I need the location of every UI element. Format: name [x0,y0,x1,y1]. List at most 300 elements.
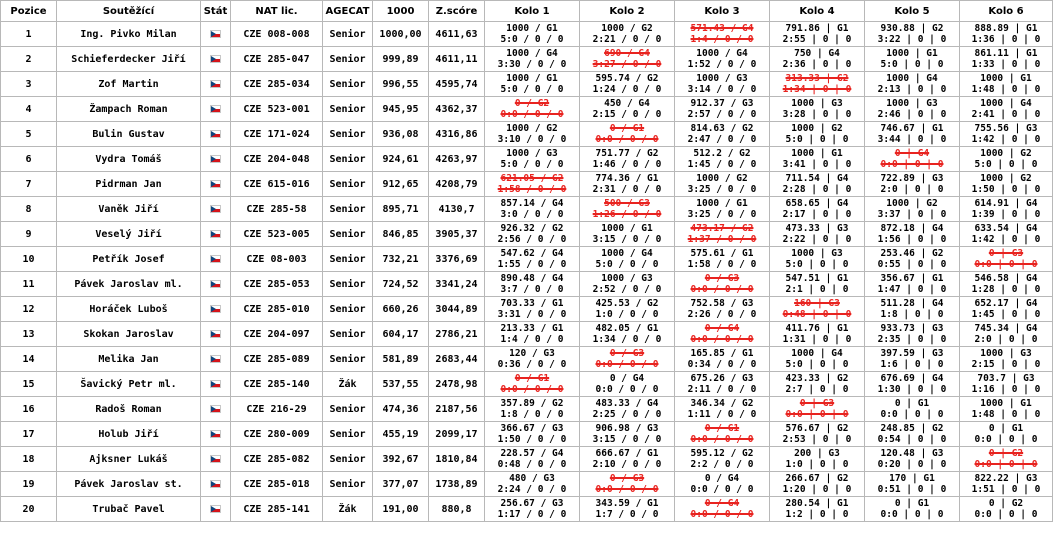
score-1000: 604,17 [373,322,429,347]
round-time-line: 3:28 | 0 | 0 [782,109,852,120]
round-score-line: 313.33 | G2 [785,73,849,84]
nat-licence: CZE 285-089 [231,347,323,372]
round-result [485,472,580,497]
score-1000: 732,21 [373,247,429,272]
agecat-cell: Senior [323,472,373,497]
table-row[interactable] [1,347,1053,372]
round-result [865,247,960,272]
round-score-line: 253.46 | G2 [880,248,944,259]
round-result [485,122,580,147]
table-row[interactable] [1,272,1053,297]
round-score-line: 755.56 | G3 [974,123,1038,134]
competitor-name: Pávek Jaroslav ml. [57,272,201,297]
round-time-line: 5:0 | 0 | 0 [880,59,944,70]
round-result [580,22,675,47]
round-score-line: 621.05 / G2 [500,173,564,184]
nat-licence: CZE 285-034 [231,72,323,97]
round-score-line: 1000 / G2 [601,23,653,34]
round-time-line: 1:8 / 0 / 0 [500,409,564,420]
col-header-kolo-1[interactable]: Kolo 1 [485,1,580,22]
czech-flag-icon [210,505,221,513]
round-time-line: 3:22 | 0 | 0 [877,34,947,45]
round-time-line: 1:34 | 0 | 0 [782,84,852,95]
z-score: 2478,98 [429,372,485,397]
round-score-line: 1000 / G4 [506,48,558,59]
round-result [865,472,960,497]
round-result [485,422,580,447]
round-score-line: 228.57 / G4 [500,448,564,459]
round-result [770,297,865,322]
round-result [485,347,580,372]
table-row[interactable] [1,172,1053,197]
round-result [770,397,865,422]
competitor-name: Melika Jan [57,347,201,372]
country-cell [201,422,231,447]
round-result [675,297,770,322]
round-score-line: 547.62 / G4 [500,248,564,259]
round-time-line: 1:4 / 0 / 0 [500,334,564,345]
round-score-line: 575.61 / G1 [690,248,754,259]
round-time-line: 5:0 | 0 | 0 [785,134,849,145]
round-score-line: 658.65 | G4 [785,198,849,209]
round-score-line: 511.28 | G4 [880,298,944,309]
position-cell: 3 [1,72,57,97]
round-time-line: 5:0 / 0 / 0 [500,84,564,95]
round-score-line: 1000 / G2 [506,123,558,134]
round-result [580,222,675,247]
competitor-name: Pávek Jaroslav st. [57,472,201,497]
round-result [675,197,770,222]
agecat-cell: Senior [323,322,373,347]
round-result [580,72,675,97]
round-time-line: 2:41 | 0 | 0 [971,109,1041,120]
table-row[interactable] [1,472,1053,497]
round-score-line: 0 / G4 [704,498,740,509]
col-header-1000[interactable]: 1000 [373,1,429,22]
round-time-line: 1:6 | 0 | 0 [880,359,944,370]
table-row[interactable] [1,197,1053,222]
round-score-line: 397.59 | G3 [880,348,944,359]
round-score-line: 1000 | G4 [980,98,1032,109]
round-time-line: 1:42 | 0 | 0 [971,134,1041,145]
round-score-line: 746.67 | G1 [880,123,944,134]
country-cell [201,72,231,97]
round-time-line: 3:30 / 0 / 0 [497,59,567,70]
country-cell [201,272,231,297]
round-time-line: 1:16 | 0 | 0 [971,384,1041,395]
round-result [770,497,865,522]
round-result [485,147,580,172]
round-result [675,322,770,347]
round-time-line: 2:24 / 0 / 0 [497,484,567,495]
round-result [485,447,580,472]
round-result [865,22,960,47]
z-score: 1738,89 [429,472,485,497]
score-1000: 924,61 [373,147,429,172]
nat-licence: CZE 216-29 [231,397,323,422]
round-result [770,322,865,347]
round-result [865,172,960,197]
round-result [580,397,675,422]
round-result [675,172,770,197]
round-time-line: 5:0 / 0 / 0 [500,159,564,170]
round-score-line: 483.33 / G4 [595,398,659,409]
round-result [580,47,675,72]
round-time-line: 3:37 | 0 | 0 [877,209,947,220]
round-score-line: 1000 / G3 [601,273,653,284]
round-score-line: 571.43 / G4 [690,23,754,34]
nat-licence: CZE 285-082 [231,447,323,472]
round-time-line: 0:55 | 0 | 0 [877,259,947,270]
score-1000: 724,52 [373,272,429,297]
nat-licence: CZE 280-009 [231,422,323,447]
round-score-line: 0 | G2 [988,498,1024,509]
round-score-line: 200 | G3 [794,448,840,459]
round-score-line: 1000 | G1 [791,148,843,159]
country-cell [201,22,231,47]
z-score: 4611,11 [429,47,485,72]
round-result [675,372,770,397]
round-score-line: 1000 / G1 [601,223,653,234]
round-score-line: 546.58 | G4 [974,273,1038,284]
col-header-nat[interactable]: NAT lic. [231,1,323,22]
round-time-line: 1:8 | 0 | 0 [880,309,944,320]
score-1000: 996,55 [373,72,429,97]
round-score-line: 1000 | G3 [791,248,843,259]
round-result [675,47,770,72]
nat-licence: CZE 285-58 [231,197,323,222]
round-time-line: 2:0 | 0 | 0 [880,184,944,195]
competitor-name: Pidrman Jan [57,172,201,197]
round-time-line: 1:26 / 0 / 0 [592,209,662,220]
nat-licence: CZE 285-047 [231,47,323,72]
round-time-line: 1:37 / 0 / 0 [687,234,757,245]
round-result [865,347,960,372]
round-result [675,147,770,172]
col-header-soutezici[interactable]: Soutěžící [57,1,201,22]
round-time-line: 2:10 / 0 / 0 [592,459,662,470]
round-score-line: 1000 | G2 [886,198,938,209]
round-result [675,397,770,422]
round-score-line: 1000 / G1 [696,198,748,209]
round-time-line: 0:0 / 0 / 0 [500,384,564,395]
czech-flag-icon [210,380,221,388]
round-score-line: 0 / G1 [704,423,740,434]
z-score: 3044,89 [429,297,485,322]
table-row[interactable] [1,397,1053,422]
col-header-kolo-4[interactable]: Kolo 4 [770,1,865,22]
table-row[interactable] [1,247,1053,272]
country-cell [201,122,231,147]
score-1000: 455,19 [373,422,429,447]
round-time-line: 1:45 | 0 | 0 [971,309,1041,320]
round-time-line: 3:7 / 0 / 0 [500,284,564,295]
round-score-line: 0 / G4 [704,323,740,334]
z-score: 4362,37 [429,97,485,122]
czech-flag-icon [210,330,221,338]
col-header-kolo-3[interactable]: Kolo 3 [675,1,770,22]
round-score-line: 0 | G4 [894,148,930,159]
round-result [960,97,1053,122]
round-score-line: 595.74 / G2 [595,73,659,84]
round-time-line: 0:0 / 0 / 0 [690,484,754,495]
country-cell [201,247,231,272]
nat-licence: CZE 204-097 [231,322,323,347]
round-time-line: 0:0 | 0 | 0 [880,409,944,420]
round-score-line: 0 | G1 [894,498,930,509]
round-score-line: 1000 / G2 [696,173,748,184]
round-time-line: 1:50 | 0 | 0 [971,184,1041,195]
round-score-line: 482.05 / G1 [595,323,659,334]
round-score-line: 120 / G3 [509,348,555,359]
round-time-line: 1:34 / 0 / 0 [592,334,662,345]
round-score-line: 1000 / G1 [506,73,558,84]
score-1000: 1000,00 [373,22,429,47]
round-result [485,72,580,97]
round-time-line: 1:50 / 0 / 0 [497,434,567,445]
round-result [580,422,675,447]
round-score-line: 861.11 | G1 [974,48,1038,59]
table-row[interactable] [1,322,1053,347]
position-cell: 6 [1,147,57,172]
agecat-cell: Senior [323,222,373,247]
z-score: 880,8 [429,497,485,522]
round-result [770,122,865,147]
round-result [770,47,865,72]
position-cell: 17 [1,422,57,447]
country-cell [201,447,231,472]
round-result [675,222,770,247]
round-result [485,22,580,47]
round-time-line: 0:0 | 0 | 0 [974,434,1038,445]
round-time-line: 0:0 | 0 | 0 [880,509,944,520]
round-time-line: 1:31 | 0 | 0 [782,334,852,345]
round-score-line: 547.51 | G1 [785,273,849,284]
round-time-line: 2:11 / 0 / 0 [687,384,757,395]
nat-licence: CZE 204-048 [231,147,323,172]
table-row[interactable] [1,22,1053,47]
nat-licence: CZE 285-140 [231,372,323,397]
round-result [675,97,770,122]
competitor-name: Šavický Petr ml. [57,372,201,397]
table-row[interactable] [1,72,1053,97]
score-1000: 581,89 [373,347,429,372]
round-result [960,272,1053,297]
round-time-line: 2:7 | 0 | 0 [785,384,849,395]
table-row[interactable] [1,147,1053,172]
round-time-line: 1:48 | 0 | 0 [971,409,1041,420]
round-score-line: 280.54 | G1 [785,498,849,509]
table-row[interactable] [1,222,1053,247]
round-time-line: 0:0 / 0 / 0 [690,434,754,445]
score-1000: 895,71 [373,197,429,222]
round-score-line: 0 | G3 [988,248,1024,259]
czech-flag-icon [210,105,221,113]
round-result [580,172,675,197]
round-score-line: 857.14 / G4 [500,198,564,209]
round-result [960,372,1053,397]
round-result [580,272,675,297]
round-score-line: 703.33 / G1 [500,298,564,309]
z-score: 3341,24 [429,272,485,297]
table-row[interactable] [1,122,1053,147]
czech-flag-icon [210,480,221,488]
round-result [675,22,770,47]
agecat-cell: Senior [323,397,373,422]
table-row[interactable] [1,422,1053,447]
nat-licence: CZE 523-001 [231,97,323,122]
z-score: 2099,17 [429,422,485,447]
round-result [770,247,865,272]
round-time-line: 1:7 / 0 / 0 [595,509,659,520]
country-cell [201,347,231,372]
round-result [580,372,675,397]
score-1000: 377,07 [373,472,429,497]
position-cell: 20 [1,497,57,522]
round-score-line: 1000 | G3 [980,348,1032,359]
nat-licence: CZE 285-018 [231,472,323,497]
round-time-line: 1:56 | 0 | 0 [877,234,947,245]
round-result [865,47,960,72]
round-result [485,222,580,247]
czech-flag-icon [210,130,221,138]
round-time-line: 0:0 / 0 / 0 [690,284,754,295]
position-cell: 12 [1,297,57,322]
round-time-line: 0:0 / 0 / 0 [595,134,659,145]
czech-flag-icon [210,180,221,188]
round-time-line: 1:48 | 0 | 0 [971,84,1041,95]
z-score: 3905,37 [429,222,485,247]
round-time-line: 2:53 | 0 | 0 [782,434,852,445]
round-time-line: 2:57 / 0 / 0 [687,109,757,120]
round-result [770,422,865,447]
round-result [675,272,770,297]
col-header-stat[interactable]: Stát [201,1,231,22]
round-result [770,372,865,397]
round-time-line: 1:20 | 0 | 0 [782,484,852,495]
competitor-name: Vydra Tomáš [57,147,201,172]
competitor-name: Bulin Gustav [57,122,201,147]
round-result [960,297,1053,322]
round-time-line: 1:4 / 0 / 0 [690,34,754,45]
round-time-line: 2:21 / 0 / 0 [592,34,662,45]
round-score-line: 120.48 | G3 [880,448,944,459]
col-header-zscore[interactable]: Z.scóre [429,1,485,22]
round-score-line: 160 | G3 [794,298,840,309]
round-result [960,147,1053,172]
czech-flag-icon [210,205,221,213]
table-row[interactable] [1,372,1053,397]
round-time-line: 1:42 | 0 | 0 [971,234,1041,245]
round-score-line: 256.67 / G3 [500,498,564,509]
round-score-line: 926.32 / G2 [500,223,564,234]
round-score-line: 1000 | G2 [791,123,843,134]
round-score-line: 1000 | G1 [980,398,1032,409]
round-score-line: 170 | G1 [889,473,935,484]
round-result [865,447,960,472]
score-1000: 945,95 [373,97,429,122]
round-result [770,222,865,247]
round-time-line: 0:0 / 0 / 0 [595,484,659,495]
nat-licence: CZE 285-141 [231,497,323,522]
czech-flag-icon [210,405,221,413]
col-header-kolo-6[interactable]: Kolo 6 [960,1,1053,22]
round-time-line: 0:0 / 0 / 0 [690,509,754,520]
round-result [865,147,960,172]
round-score-line: 1000 | G2 [980,173,1032,184]
round-result [770,72,865,97]
round-score-line: 1000 | G1 [980,73,1032,84]
competitor-name: Ajksner Lukáš [57,447,201,472]
col-header-kolo-5[interactable]: Kolo 5 [865,1,960,22]
round-result [960,47,1053,72]
position-cell: 8 [1,197,57,222]
round-time-line: 1:46 / 0 / 0 [592,159,662,170]
round-time-line: 0:48 / 0 / 0 [497,459,567,470]
position-cell: 7 [1,172,57,197]
table-row[interactable] [1,297,1053,322]
agecat-cell: Žák [323,497,373,522]
country-cell [201,47,231,72]
round-result [675,247,770,272]
round-result [770,197,865,222]
round-time-line: 2:56 / 0 / 0 [497,234,567,245]
round-score-line: 0 / G4 [609,373,645,384]
table-row[interactable] [1,47,1053,72]
competitor-name: Holub Jiří [57,422,201,447]
round-result [580,247,675,272]
round-time-line: 1:58 / 0 / 0 [497,184,567,195]
czech-flag-icon [210,455,221,463]
col-header-agecat[interactable]: AGECAT [323,1,373,22]
col-header-kolo-2[interactable]: Kolo 2 [580,1,675,22]
round-result [865,422,960,447]
round-time-line: 2:26 / 0 / 0 [687,309,757,320]
round-result [770,272,865,297]
round-time-line: 5:0 | 0 | 0 [974,159,1038,170]
round-score-line: 0 / G1 [514,373,550,384]
round-time-line: 1:30 | 0 | 0 [877,384,947,395]
czech-flag-icon [210,30,221,38]
round-result [770,147,865,172]
country-cell [201,197,231,222]
round-score-line: 480 / G3 [509,473,555,484]
czech-flag-icon [210,155,221,163]
round-score-line: 722.89 | G3 [880,173,944,184]
z-score: 2187,56 [429,397,485,422]
round-time-line: 1:51 | 0 | 0 [971,484,1041,495]
round-score-line: 703.7 | G3 [977,373,1035,384]
round-score-line: 822.22 | G3 [974,473,1038,484]
table-row[interactable] [1,447,1053,472]
round-result [960,22,1053,47]
round-result [960,347,1053,372]
position-cell: 5 [1,122,57,147]
agecat-cell: Žák [323,372,373,397]
nat-licence: CZE 615-016 [231,172,323,197]
position-cell: 9 [1,222,57,247]
round-time-line: 2:36 | 0 | 0 [782,59,852,70]
round-score-line: 500 / G3 [604,198,650,209]
round-time-line: 5:0 / 0 / 0 [595,259,659,270]
round-score-line: 750 | G4 [794,48,840,59]
table-row[interactable] [1,497,1053,522]
round-time-line: 2:46 | 0 | 0 [877,109,947,120]
col-header-pozice[interactable]: Pozice [1,1,57,22]
round-score-line: 774.36 / G1 [595,173,659,184]
table-row[interactable] [1,97,1053,122]
round-result [865,372,960,397]
